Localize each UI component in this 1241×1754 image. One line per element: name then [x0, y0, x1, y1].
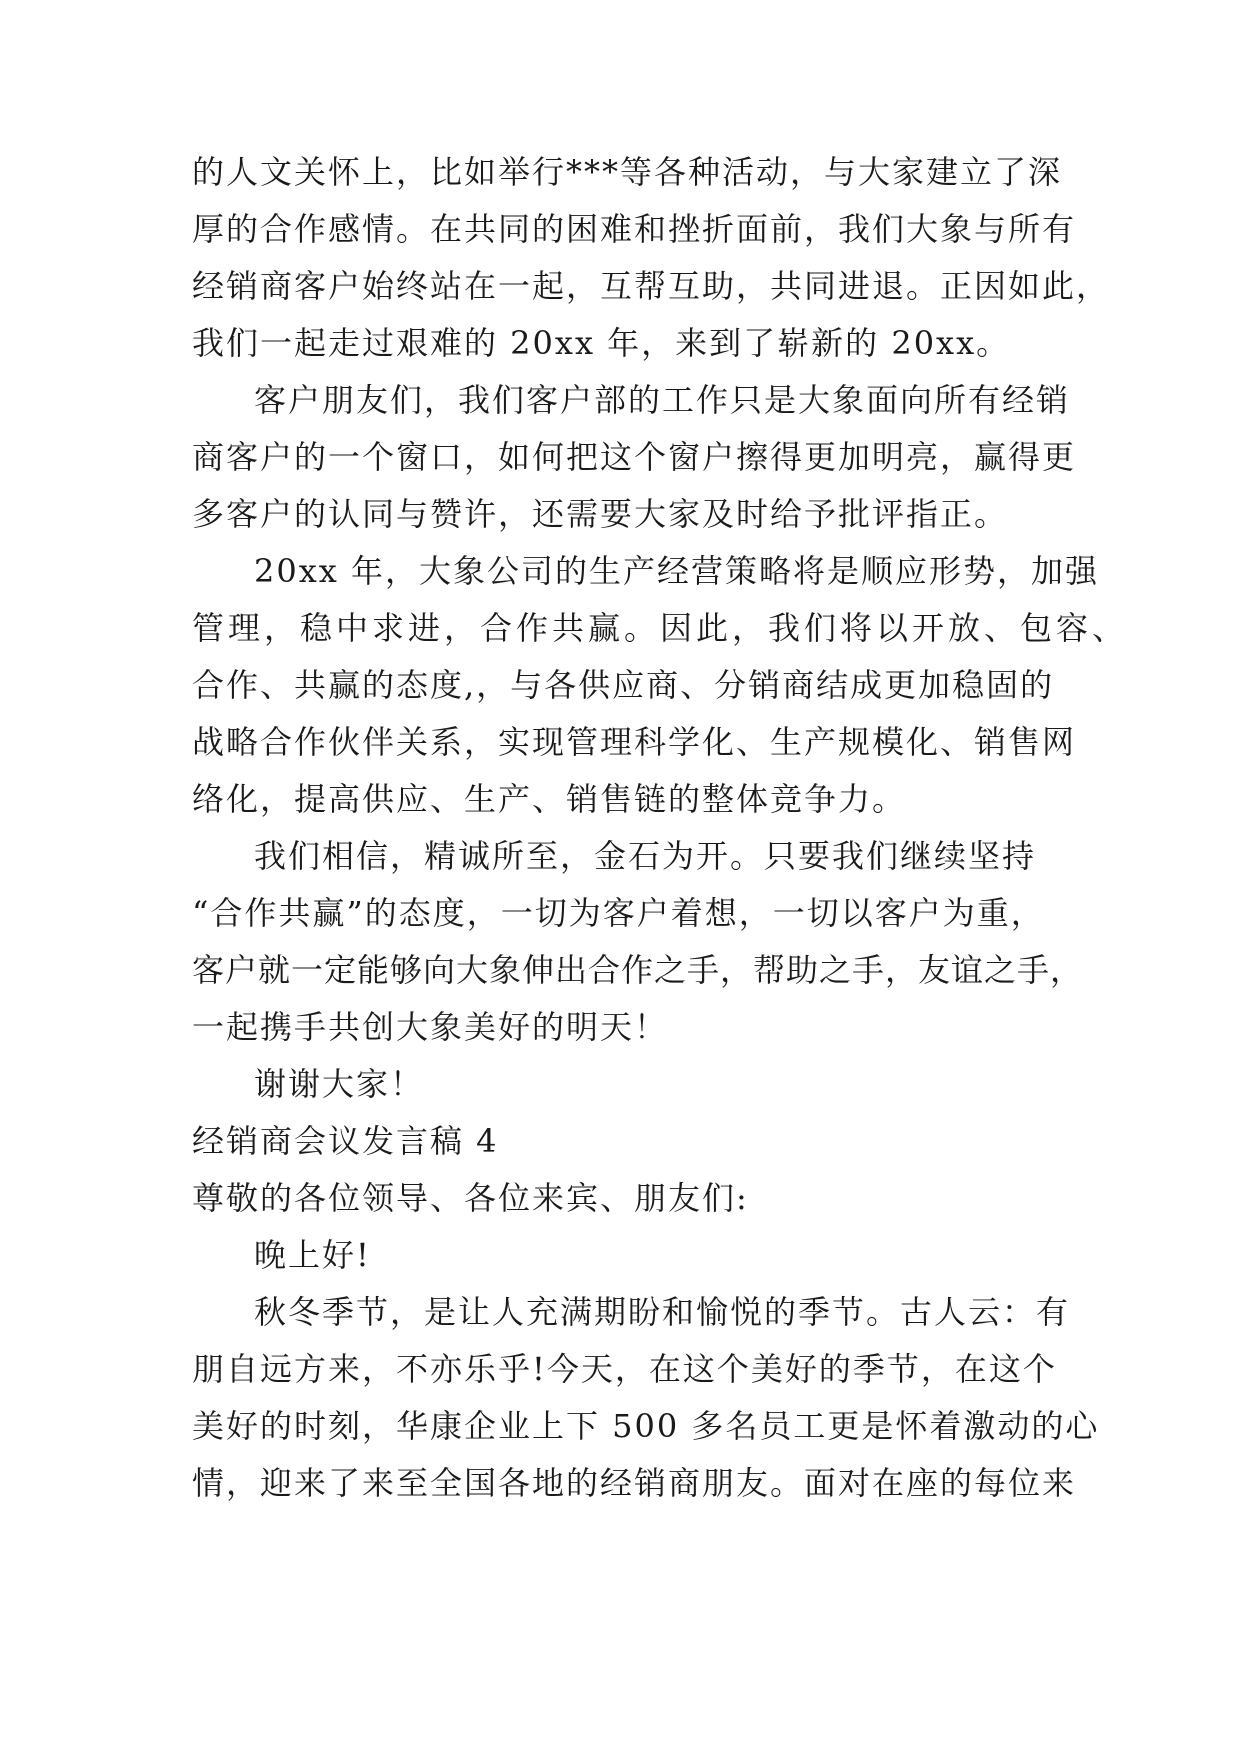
text-line: 经销商客户始终站在一起，互帮互助，共同进退。正因如此， [192, 267, 1111, 305]
text-line: 战略合作伙伴关系，实现管理科学化、生产规模化、销售网 [192, 723, 1077, 761]
text-line: 管理，稳中求进，合作共赢。因此，我们将以开放、包容、 [192, 609, 1129, 647]
text-line: 商客户的一个窗口，如何把这个窗户擦得更加明亮，赢得更 [192, 438, 1077, 476]
text-line: 朋自远方来，不亦乐乎!今天，在这个美好的季节，在这个 [192, 1350, 1057, 1388]
text-line: 情，迎来了来至全国各地的经销商朋友。面对在座的每位来 [192, 1464, 1077, 1502]
text-line: 客户就一定能够向大象伸出合作之手，帮助之手，友谊之手， [192, 951, 1084, 989]
text-line: 美好的时刻，华康企业上下 500 多名员工更是怀着激动的心 [192, 1407, 1100, 1445]
text-line: 一起携手共创大象美好的明天！ [192, 1008, 669, 1046]
paragraph-first-line: 我们相信，精诚所至，金石为开。只要我们继续坚持 [254, 837, 1037, 875]
paragraph-first-line: 20xx 年，大象公司的生产经营策略将是顺应形势，加强 [254, 552, 1099, 590]
paragraph-first-line: 秋冬季节，是让人充满期盼和愉悦的季节。古人云：有 [254, 1293, 1071, 1331]
closing-line: 谢谢大家！ [254, 1065, 425, 1103]
greeting: 晚上好! [254, 1236, 371, 1274]
text-line: 的人文关怀上，比如举行***等各种活动，与大家建立了深 [192, 153, 1063, 191]
salutation: 尊敬的各位领导、各位来宾、朋友们: [192, 1179, 749, 1217]
section-title: 经销商会议发言稿 4 [192, 1122, 499, 1160]
text-line: 厚的合作感情。在共同的困难和挫折面前，我们大象与所有 [192, 210, 1077, 248]
paragraph-first-line: 客户朋友们，我们客户部的工作只是大象面向所有经销 [254, 381, 1071, 419]
text-line: 络化，提高供应、生产、销售链的整体竞争力。 [192, 780, 907, 818]
text-line: 多客户的认同与赞许，还需要大家及时给予批评指正。 [192, 495, 1009, 533]
text-line: “合作共赢”的态度，一切为客户着想，一切以客户为重， [192, 894, 1045, 932]
text-line: 合作、共赢的态度,，与各供应商、分销商结成更加稳固的 [192, 666, 1055, 704]
text-line: 我们一起走过艰难的 20xx 年，来到了崭新的 20xx。 [192, 324, 1011, 362]
